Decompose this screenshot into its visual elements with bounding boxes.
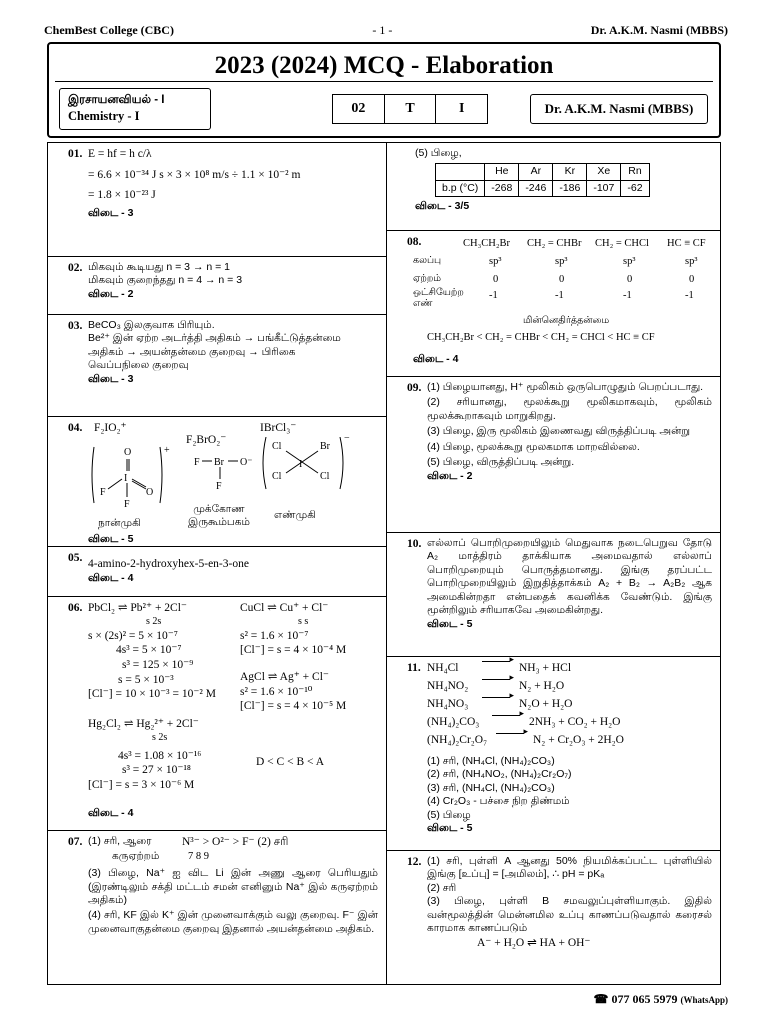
heat-arrow-3 [482,697,510,715]
bp-c1: -268 [485,180,519,196]
question-12 [387,851,720,984]
q03-number: 03. [68,320,83,332]
q01-line3: = 1.8 × 10⁻²³ J [88,189,156,202]
q06-answer: விடை - 4 [88,807,134,819]
q04-shape-1: நான்முகி [98,517,141,529]
q11-r2-product: N₂ + H₂O [519,680,565,692]
q11-answer: விடை - 5 [427,822,473,835]
bp-c0: b.p (°C) [436,180,485,196]
q06-d5: [Cl⁻] = s = 3 × 10⁻⁶ M [88,778,195,791]
q06-a6: s = 5 × 10⁻³ [118,673,174,686]
bp-c4: -107 [587,180,621,196]
q04-number: 04. [68,422,83,434]
bp-c2: -246 [519,180,553,196]
q08-charge-3: 0 [627,274,633,285]
svg-text:−: − [344,437,350,444]
q09-line4: (4) பிழை, மூலக்கூறு மூலகமாக மாறவில்லை. [427,440,640,453]
bp-h3: Kr [553,164,587,180]
q12-number: 12. [407,856,422,868]
subject-english: Chemistry - I [68,109,140,124]
bp-h2: Ar [519,164,553,180]
subject-tamil: இரசாயனவியல் - I [68,94,165,106]
question-07-continued [387,143,720,231]
q01-line1: E = hf = h c/λ [88,148,152,160]
q04-species-3: IBrCl₃⁻ [260,422,297,434]
q08-compound-4: HC ≡ CF [667,238,706,249]
answer-grid [47,142,721,985]
svg-text:I: I [299,459,303,470]
header-college: ChemBest College (CBC) [44,23,174,37]
q11-line1: (1) சரி, (NH₄Cl, (NH₄)₂CO₃) [427,755,555,767]
q11-line3: (3) சரி, (NH₄Cl, (NH₄)₂CO₃) [427,781,555,794]
paper-code-box [332,94,488,124]
q08-ox-2: -1 [555,290,564,301]
boiling-point-table [435,163,650,197]
q06-c3: [Cl⁻] = s = 4 × 10⁻⁵ M [240,700,347,713]
svg-text:Br: Br [214,457,224,468]
q12-line1: (1) சரி, புள்ளி A ஆனது 50% நியமிக்கப்பட்ட புள்ளியில் இங்கு [உப்பு] = [அமிலம்], ∴ pH = pKₐ [427,855,712,881]
q08-hyb-4: sp³ [685,256,698,267]
bp-h0 [436,164,485,180]
q03-line3: அதிகம் → அயன்தன்மை குறைவு → பிரிகை [88,345,296,358]
q06-d1: Hg₂Cl₂ ⇌ Hg₂²⁺ + 2Cl⁻ [88,718,199,730]
q08-hyb-1: sp³ [489,256,502,267]
q11-r1-product: NH₃ + HCl [519,662,572,674]
q08-compound-1: CH₃CH₂Br [463,238,510,249]
q11-reaction-4 [427,715,712,733]
bp-c3: -186 [553,180,587,196]
q08-charge-2: 0 [559,274,565,285]
q07-row2 [88,850,378,863]
q04-species-2: F₂BrO₂⁻ [186,434,227,446]
q07-number: 07. [68,836,83,848]
q03-line2: Be²⁺ இன் ஏற்ற அடர்த்தி அதிகம் → பங்கீட்டுத்தன்மை [88,332,341,345]
code-part: I [458,101,465,116]
title-divider [55,81,713,82]
bp-table-header [436,164,650,180]
question-03 [48,315,386,417]
code-paper: 02 [333,95,385,123]
question-08 [387,231,720,377]
q02-line2: மிகவும் குறைந்தது n = 4 → n = 3 [88,274,243,287]
q11-reaction-1 [427,661,712,679]
bp-table-row [436,180,650,196]
header-author: Dr. A.K.M. Nasmi (MBBS) [590,23,728,37]
q06-b1: CuCl ⇌ Cu⁺ + Cl⁻ [240,602,329,614]
q08-order: CH₃CH₂Br < CH₂ = CHBr < CH₂ = CHCl < HC ≡ CF [427,332,655,343]
q07r-line1: (5) பிழை, [415,147,462,159]
q08-hyb-2: sp³ [555,256,568,267]
footer-phone: 077 065 5979 [611,992,678,1006]
q07-answer: விடை - 3/5 [415,200,470,213]
heat-arrow-2 [482,679,510,697]
q09-number: 09. [407,382,422,394]
q11-r3-reactant: NH₄NO₃ [427,698,469,710]
q11-r5-reactant: (NH₄)₂Cr₂O₇ [427,734,488,746]
phone-icon: ☎ [593,992,609,1006]
running-header [44,23,728,39]
q11-line4: (4) Cr₂O₃ - பச்சை நிற திண்மம் [427,795,570,808]
q06-b2: s s [298,615,309,627]
q06-a5: s³ = 125 × 10⁻⁹ [122,658,194,671]
q01-line2: = 6.6 × 10⁻³⁴ J s × 3 × 10⁸ m/s ÷ 1.1 × 10⁻² m [88,168,301,181]
svg-text:Cl: Cl [272,471,282,482]
q12-line4: A⁻ + H₂O ⇌ HA + OH⁻ [477,936,591,949]
page-number: - 1 - [372,23,393,37]
q08-label-ox: ஒட்சியேற்ற எண் [413,287,464,310]
author-box: Dr. A.K.M. Nasmi (MBBS) [530,94,708,124]
bp-c5: -62 [621,180,649,196]
q11-reaction-2 [427,679,712,697]
svg-text:+: + [164,445,170,456]
q07-line1d: 7 8 9 [188,850,209,862]
svg-text:F: F [124,499,130,510]
question-02 [48,257,386,315]
q11-r4-product: 2NH₃ + CO₂ + H₂O [529,716,621,728]
q08-ox-1: -1 [489,290,498,301]
q05-line1: 4-amino-2-hydroxyhex-5-en-3-one [88,558,249,570]
page-title: 2023 (2024) MCQ - Elaboration [214,52,554,79]
q04-shape-2 [188,503,250,530]
q04-species-1: F₂IO₂⁺ [94,422,127,434]
q07-line3: (4) சரி, KF இல் K⁺ இன் முனைவாக்கும் வலு குறைவு. F⁻ இன் முனைவாகுதன்மை குறைவு இதனால் அயன்தன்மை அதிகம். [88,909,378,935]
q11-r1-reactant: NH₄Cl [427,662,459,674]
q02-answer: விடை - 2 [88,287,134,300]
q08-compound-3: CH₂ = CHCl [595,238,649,249]
structure-ibrcl3 [263,437,350,489]
q06-a1: PbCl₂ ⇌ Pb²⁺ + 2Cl⁻ [88,602,187,614]
svg-text:Br: Br [320,441,330,452]
structure-f2bro2 [194,457,253,492]
q12-line2: (2) சரி [427,881,457,894]
q11-r5-product: N₂ + Cr₂O₃ + 2H₂O [533,734,624,746]
svg-text:F: F [194,457,200,468]
q07-line1: (1) சரி, ஆரை [88,835,152,847]
q07-line2: (3) பிழை, Na⁺ ஐ விட Li இன் அணு ஆரை பெரியதும் (இரண்டிலும் சக்தி மட்டம் சமன் எனினும் Na⁺ இல் கருஏற்றம் அதிகம்) [88,867,378,907]
svg-text:O: O [124,447,132,458]
q04-shape-2b: இருகூம்பகம் [188,516,250,529]
q11-line2: (2) சரி, (NH₄NO₂, (NH₄)₂Cr₂O₇) [427,768,572,781]
q11-r2-reactant: NH₄NO₂ [427,680,469,692]
heat-arrow-5 [496,733,524,751]
q07-line1c: கருஏற்றம் [112,849,160,862]
q09-line3: (3) பிழை, இரு மூலிகம் இணைவது விருத்திப்படி அன்று [427,425,691,438]
question-01 [48,143,386,257]
q09-line5: (5) பிழை, விருத்திப்படி அன்று. [427,456,575,469]
svg-text:O⁻: O⁻ [240,457,253,468]
q11-number: 11. [407,662,421,674]
q06-d4: s³ = 27 × 10⁻¹⁸ [122,764,191,777]
question-11 [387,657,720,851]
q08-compound-2: CH₂ = CHBr [527,238,582,249]
q06-b4: [Cl⁻] = s = 4 × 10⁻⁴ M [240,644,347,657]
q04-structures [88,437,358,513]
q03-line1: BeCO₃ இலகுவாக பிரியும். [88,319,215,331]
svg-text:F: F [216,481,222,492]
q08-ox-4: -1 [685,290,694,301]
q11-line5: (5) பிழை [427,808,471,821]
q11-r3-product: N₂O + H₂O [519,698,573,710]
structure-f2io2 [92,445,170,510]
q05-answer: விடை - 4 [88,571,134,584]
q06-order: D < C < B < A [256,756,325,768]
question-10 [387,533,720,657]
q06-number: 06. [68,602,83,614]
footer-contact [594,992,728,1007]
q06-a2: s 2s [146,615,162,627]
svg-text:I: I [124,473,128,484]
code-medium: T [385,95,437,123]
question-05 [48,547,386,597]
q12-line3: (3) பிழை, புள்ளி B சமவலுப்புள்ளியாகும். இதில் வன்மூலத்தின் மென்னமில உப்பு காணப்படுவதால் கரைசல் காரமாக காணப்படும் [427,895,712,935]
q09-line1: (1) பிழையானது, H⁺ மூலிகம் ஒருபொழுதும் பெறப்படாது. [427,381,704,393]
q06-a3: s × (2s)² = 5 × 10⁻⁷ [88,629,178,642]
question-06 [48,597,386,831]
q02-number: 02. [68,262,83,274]
heat-arrow-4 [492,715,520,733]
footer-whatsapp: (WhatsApp) [680,995,728,1005]
q09-line2: (2) சரியானது, மூலக்கூறு மூலிகமாகவும், மூலிகம் மூலக்கூறாகவும் மாறுகிறது. [427,396,712,422]
bp-h4: Xe [587,164,621,180]
question-04 [48,417,386,547]
svg-text:O: O [146,487,154,498]
q04-answer: விடை - 5 [88,533,134,545]
q06-a7: [Cl⁻] = 10 × 10⁻³ = 10⁻² M [88,688,216,701]
q11-reaction-3 [427,697,712,715]
q06-d3: 4s³ = 1.08 × 10⁻¹⁶ [118,749,202,762]
q05-number: 05. [68,552,83,564]
q08-label-charge: ஏற்றம் [413,273,441,284]
q10-answer: விடை - 5 [427,617,473,630]
q08-answer: விடை - 4 [413,353,459,365]
q01-number: 01. [68,148,83,160]
q11-reaction-5 [427,733,712,751]
q06-b3: s² = 1.6 × 10⁻⁷ [240,629,309,642]
q06-c1: AgCl ⇌ Ag⁺ + Cl⁻ [240,670,329,683]
q10-number: 10. [407,538,422,550]
bp-h1: He [485,164,519,180]
q04-shape-3: எண்முகி [274,509,316,521]
q11-r4-reactant: (NH₄)₂CO₃ [427,716,480,728]
q06-pbcl2-block [88,601,238,702]
q10-line1: எல்லாப் பொறிமுறையிலும் மெதுவாக நடைபெறுவ தோடு A₂ மாத்திரம் தாக்கியாக அமைவதால் எல்லாப் பொறிமுறையும் பொருத்தமானது. இங்கு தரப்பட்ட பொறிமுறையிலும் இறுதித்தாக்கம் A₂ + B₂ → A₂B₂ ஆக அமைகின்றதா என்பதைக் கவனிக்க வேண்டும். இங்கு மூன்றிலும் சரியாகவே அமைகின்றது. [427,537,712,617]
q06-a4: 4s³ = 5 × 10⁻⁷ [116,644,182,657]
q03-line4: வெப்பநிலை குறைவு [88,359,189,372]
q06-cucl-block [240,601,386,714]
q07-row1 [88,835,378,850]
q02-line1: மிகவும் கூடியது n = 3 → n = 1 [88,261,231,273]
heat-arrow-1 [482,661,510,679]
svg-text:Cl: Cl [272,441,282,452]
q04-shape-2a: முக்கோண [193,503,245,515]
title-box [47,42,721,138]
q08-dipole-label: மின்னெதிர்த்தன்மை [523,315,610,326]
bp-h5: Rn [621,164,649,180]
q06-d2: s 2s [152,731,168,743]
q08-label-hyb: கலப்பு [413,255,442,266]
q06-hg2cl2-block [88,717,248,793]
question-09 [387,377,720,533]
q08-ox-3: -1 [623,290,632,301]
q08-charge-4: 0 [689,274,695,285]
q08-number: 08. [407,236,422,248]
subject-box [59,88,211,130]
q06-c2: s² = 1.6 × 10⁻¹⁰ [240,685,313,698]
q03-answer: விடை - 3 [88,372,134,385]
q07-line1b: N³⁻ > O²⁻ > F⁻ (2) சரி [182,836,289,848]
svg-text:F: F [100,487,106,498]
q08-hyb-3: sp³ [623,256,636,267]
svg-text:Cl: Cl [320,471,330,482]
q01-answer: விடை - 3 [88,207,134,220]
q08-charge-1: 0 [493,274,499,285]
question-07 [48,831,386,986]
q09-answer: விடை - 2 [427,469,473,482]
